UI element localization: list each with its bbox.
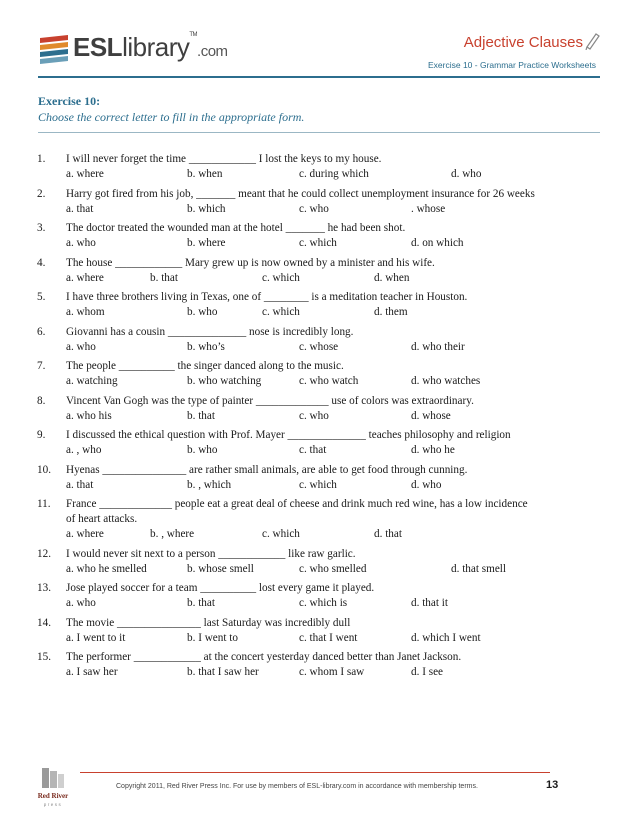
option-d[interactable]: d. who [411, 478, 442, 491]
question-number: 11. [37, 498, 51, 510]
option-c[interactable]: c. who smelled [299, 562, 367, 575]
question-stem-continued: of heart attacks. [66, 513, 138, 525]
option-c[interactable]: c. which is [299, 597, 348, 609]
question-stem: I would never sit next to a person ____________ like raw garlic. [66, 547, 356, 560]
option-a[interactable]: a. who [66, 237, 96, 249]
question-stem: The house ____________ Mary grew up is now owned by a minister and his wife. [66, 256, 435, 269]
esl-library-logo-icon [38, 34, 70, 64]
question-item [37, 463, 607, 493]
answer-options [66, 236, 607, 251]
question-item [37, 616, 607, 646]
red-river-press-logo-icon [36, 766, 70, 810]
option-d[interactable]: d. who watches [411, 375, 481, 387]
option-c[interactable]: c. which [262, 306, 300, 318]
question-number: 10. [37, 463, 51, 476]
question-stem: I have three brothers living in Texas, one of ________ is a meditation teacher in Houston. [66, 291, 468, 303]
question-number: 15. [37, 651, 51, 663]
question-number: 4. [37, 256, 46, 269]
option-c[interactable]: c. who [299, 409, 329, 422]
question-item [37, 497, 607, 542]
header-divider [38, 76, 600, 78]
option-c[interactable]: c. that [299, 444, 327, 456]
svg-text:Red River: Red River [37, 792, 69, 800]
option-b[interactable]: b. I went to [187, 631, 238, 644]
option-d[interactable]: . whose [411, 202, 446, 215]
question-stem: Giovanni has a cousin ______________ nose is incredibly long. [66, 325, 354, 338]
question-stem: I discussed the ethical question with Prof. Mayer ______________ teaches philosophy and religion [66, 429, 511, 441]
question-number: 1. [37, 153, 46, 165]
option-c[interactable]: c. which [262, 271, 300, 284]
question-item [37, 650, 607, 680]
question-stem: The performer ____________ at the concert yesterday danced better than Janet Jackson. [66, 651, 462, 663]
question-stem: Jose played soccer for a team __________ lost every game it played. [66, 582, 375, 594]
exercise-title: Exercise 10: [38, 94, 101, 108]
option-b[interactable]: b. that [150, 271, 178, 284]
question-stem: I will never forget the time ____________ I lost the keys to my house. [66, 153, 382, 165]
option-b[interactable]: b. who [187, 444, 218, 456]
question-number: 5. [37, 291, 46, 303]
option-a[interactable]: a. who [66, 340, 96, 353]
option-a[interactable]: a. who [66, 597, 96, 609]
question-item [37, 547, 607, 577]
option-a[interactable]: a. , who [66, 444, 102, 456]
option-a[interactable]: a. where [66, 528, 104, 540]
option-d[interactable]: d. when [374, 271, 410, 284]
copyright-notice: Copyright 2011, Red River Press Inc. For use by members of ESL-library.com in accordance with membership terms. [116, 783, 478, 790]
option-b[interactable]: b. , where [150, 528, 195, 540]
option-d[interactable]: d. that smell [451, 562, 506, 575]
option-a[interactable]: a. whom [66, 306, 105, 318]
option-d[interactable]: d. that it [411, 597, 448, 609]
question-number: 13. [37, 582, 51, 594]
page-number: 13 [546, 779, 559, 791]
option-c[interactable]: c. that I went [299, 631, 358, 644]
worksheet-subtitle: Exercise 10 - Grammar Practice Worksheets [428, 60, 596, 70]
option-c[interactable]: c. which [299, 478, 337, 491]
question-number: 9. [37, 429, 46, 441]
option-b[interactable]: b. , which [187, 478, 232, 491]
option-c[interactable]: c. whom I saw [299, 666, 365, 678]
question-stem: The doctor treated the wounded man at the hotel _______ he had been shot. [66, 222, 406, 234]
option-d[interactable]: d. on which [411, 237, 464, 249]
option-a[interactable]: a. that [66, 478, 94, 491]
pencil-icon [584, 32, 600, 50]
option-c[interactable]: c. who [299, 202, 329, 215]
option-c[interactable]: c. which [262, 528, 300, 540]
option-a[interactable]: a. watching [66, 375, 118, 387]
option-a[interactable]: a. where [66, 271, 104, 284]
answer-options [66, 478, 607, 493]
option-c[interactable]: c. who watch [299, 375, 359, 387]
option-a[interactable]: a. who he smelled [66, 562, 147, 575]
worksheet-title: Adjective Clauses [463, 34, 583, 51]
question-number: 12. [37, 547, 51, 560]
question-stem: Vincent Van Gogh was the type of painter _____________ use of colors was extraordinary. [66, 394, 474, 407]
option-a[interactable]: a. I went to it [66, 631, 126, 644]
svg-text:press: press [43, 802, 63, 807]
option-b[interactable]: b. where [187, 237, 226, 249]
question-stem: France _____________ people eat a great deal of cheese and drink much red wine, has a low incidence [66, 498, 528, 510]
question-number: 6. [37, 325, 46, 338]
question-stem: Hyenas _______________ are rather small animals, are able to get food through cunning. [66, 463, 468, 476]
footer-divider [80, 772, 550, 773]
instructions-divider [38, 132, 600, 133]
option-b[interactable]: b. who watching [187, 375, 262, 387]
question-item [37, 256, 607, 286]
question-item [37, 152, 607, 182]
option-a[interactable]: a. where [66, 168, 104, 180]
question-item [37, 221, 607, 251]
option-b[interactable]: b. that [187, 597, 215, 609]
question-number: 14. [37, 616, 51, 629]
esl-library-logo [38, 34, 238, 74]
question-item [37, 325, 607, 355]
option-d[interactable]: d. who [451, 168, 482, 180]
option-b[interactable]: b. who’s [187, 340, 225, 353]
answer-options [66, 202, 607, 217]
option-b[interactable]: b. that [187, 409, 215, 422]
question-number: 3. [37, 222, 46, 234]
answer-options [66, 305, 607, 320]
answer-options [66, 562, 607, 577]
option-b[interactable]: b. that I saw her [187, 666, 259, 678]
question-stem: The people __________ the singer danced along to the music. [66, 360, 344, 372]
answer-options [66, 167, 607, 182]
option-d[interactable]: d. who their [411, 340, 465, 353]
answer-options [66, 374, 607, 389]
question-item [37, 428, 607, 458]
option-d[interactable]: d. that [374, 528, 402, 540]
exercise-instructions: Choose the correct letter to fill in the appropriate form. [38, 110, 305, 124]
question-list [37, 152, 607, 685]
answer-options [66, 631, 607, 646]
option-a[interactable]: a. who his [66, 409, 112, 422]
option-a[interactable]: a. I saw her [66, 666, 118, 678]
question-number: 8. [37, 394, 46, 407]
option-b[interactable]: b. whose smell [187, 562, 254, 575]
question-stem: The movie _______________ last Saturday was incredibly dull [66, 616, 351, 629]
option-b[interactable]: b. when [187, 168, 223, 180]
answer-options [66, 596, 607, 611]
answer-options [66, 409, 607, 424]
question-item [37, 290, 607, 320]
answer-options [66, 527, 607, 542]
option-b[interactable]: b. which [187, 202, 226, 215]
answer-options [66, 340, 607, 355]
answer-options [66, 665, 607, 680]
option-b[interactable]: b. who [187, 306, 218, 318]
answer-options [66, 443, 607, 458]
question-item [37, 581, 607, 611]
option-c[interactable]: c. whose [299, 340, 339, 353]
option-c[interactable]: c. during which [299, 168, 369, 180]
option-d[interactable]: d. whose [411, 409, 451, 422]
option-d[interactable]: d. them [374, 306, 408, 318]
logo-text: ESLlibrary™.com [73, 32, 228, 62]
answer-options [66, 271, 607, 286]
question-number: 2. [37, 187, 46, 200]
question-item [37, 359, 607, 389]
question-item [37, 394, 607, 424]
option-c[interactable]: c. which [299, 237, 337, 249]
option-d[interactable]: d. who he [411, 444, 455, 456]
question-item [37, 187, 607, 217]
option-a[interactable]: a. that [66, 202, 94, 215]
option-d[interactable]: d. which I went [411, 631, 481, 644]
question-number: 7. [37, 360, 46, 372]
question-stem: Harry got fired from his job, _______ meant that he could collect unemployment insurance for 26 weeks [66, 187, 535, 200]
option-d[interactable]: d. I see [411, 666, 443, 678]
